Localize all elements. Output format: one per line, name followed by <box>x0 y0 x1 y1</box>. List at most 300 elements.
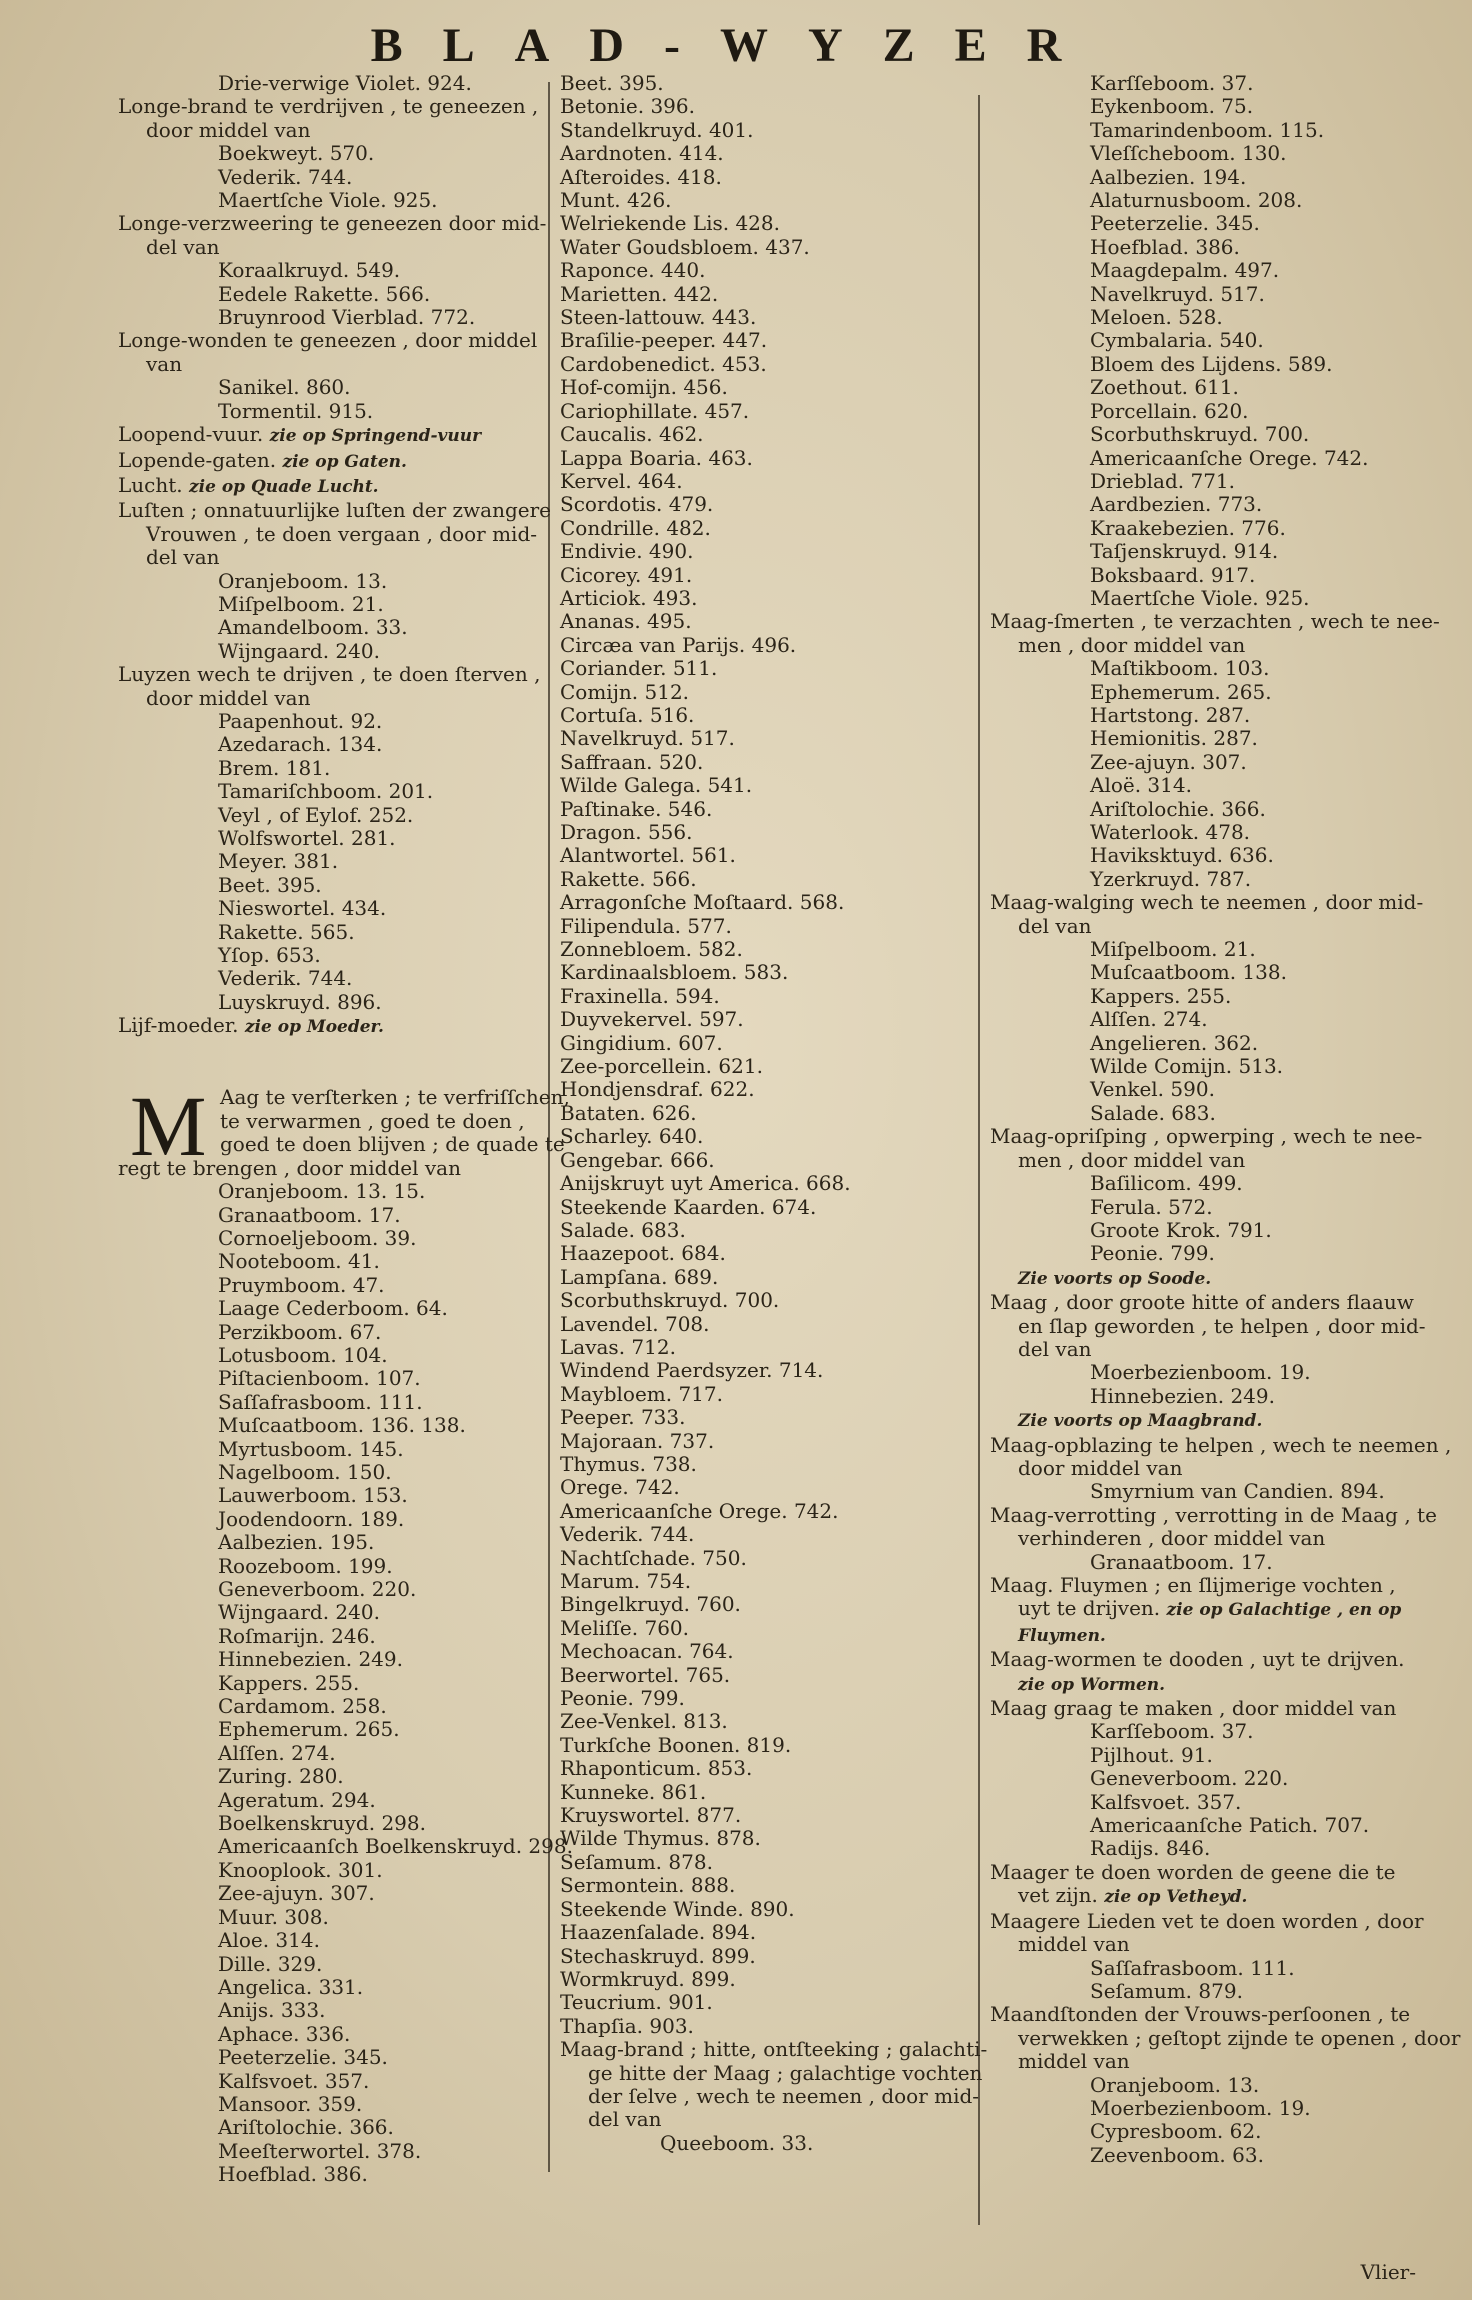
cross-reference: zie op Wormen. <box>1018 1674 1166 1695</box>
index-entry-text: Wijngaard. 240. <box>218 1600 380 1625</box>
index-entry-text: Oranjeboom. 13. <box>218 568 388 593</box>
index-entry-text: Knooplook. 301. <box>218 1857 383 1882</box>
index-entry-text: Zee-porcellein. 621. <box>560 1054 763 1079</box>
index-line <box>560 1851 980 1874</box>
index-entry-text: door middel van <box>1018 1455 1183 1480</box>
index-line <box>118 189 538 212</box>
index-entry-text: Bruynrood Vierblad. 772. <box>218 305 476 330</box>
index-line <box>118 1040 538 1063</box>
index-entry-text: Lotusboom. 104. <box>218 1342 388 1367</box>
index-entry-text: Smyrnium van Candien. 894. <box>1090 1479 1385 1504</box>
index-line <box>118 119 538 142</box>
index-line <box>990 1196 1410 1219</box>
index-line <box>118 142 538 165</box>
index-entry-text: Steen-lattouw. 443. <box>560 305 757 330</box>
index-line <box>118 211 547 236</box>
index-line <box>990 890 1424 915</box>
index-entry-text: Lucht. <box>118 472 183 497</box>
index-entry-text: Peeterzelie. 345. <box>1090 211 1260 236</box>
index-line <box>118 1742 538 1765</box>
index-entry-text: Maagere Lieden vet te doen worden , door <box>990 1908 1424 1933</box>
cross-reference: zie op Galachtige , en op <box>1166 1600 1402 1621</box>
index-line <box>118 1812 538 1835</box>
index-entry-text: Zonnebloem. 582. <box>560 937 743 962</box>
index-entry-text: Americaanſche Orege. 742. <box>560 1498 839 1523</box>
index-entry-text: Taſjenskruyd. 914. <box>1090 539 1279 564</box>
index-entry-text: Tamariſchboom. 201. <box>218 779 434 804</box>
index-entry-text: Maag-verrotting , verrotting in de Maag , te <box>990 1502 1437 1527</box>
index-entry-text: Saſſafrasboom. 111. <box>218 1389 423 1414</box>
index-line <box>560 212 980 235</box>
index-entry-text: Tamarindenboom. 115. <box>1090 117 1325 142</box>
index-entry-text: Zee-ajuyn. 307. <box>1090 749 1247 774</box>
index-entry-text: Mansoor. 359. <box>218 2091 363 2116</box>
index-line <box>118 1531 538 1554</box>
index-entry-text: Rakette. 566. <box>560 866 697 891</box>
index-line <box>560 868 980 891</box>
index-line <box>118 449 538 474</box>
index-line <box>560 166 980 189</box>
index-entry-text: Hinnebezien. 249. <box>1090 1383 1275 1408</box>
index-line <box>560 2132 980 2155</box>
index-entry-text: Ephemerum. 265. <box>218 1717 400 1742</box>
index-line <box>990 1791 1410 1814</box>
index-line <box>990 915 1410 938</box>
index-entry-text: Aardnoten. 414. <box>560 141 724 166</box>
index-entry-text: Baſilicom. 499. <box>1090 1171 1243 1196</box>
index-entry-text: Pijlhout. 91. <box>1090 1742 1213 1767</box>
index-entry-text: vet zijn. <box>1018 1883 1098 1908</box>
index-line <box>118 1601 538 1624</box>
index-entry-text: Turkſche Boonen. 819. <box>560 1732 792 1757</box>
index-entry-text: Navelkruyd. 517. <box>1090 281 1265 306</box>
index-entry-text: Venkel. 590. <box>1090 1077 1215 1102</box>
index-entry-text: Aardbezien. 773. <box>1090 492 1263 517</box>
index-entry-text: Orege. 742. <box>560 1475 680 1500</box>
index-line <box>990 2025 1461 2050</box>
index-line <box>990 961 1410 984</box>
index-line <box>990 1767 1410 1790</box>
index-entry-text: Rakette. 565. <box>218 919 355 944</box>
index-line <box>118 400 538 423</box>
index-entry-text: ge hitte der Maag ; galachtige vochten <box>588 2060 983 2085</box>
index-line <box>990 1527 1410 1550</box>
index-line <box>990 1385 1410 1408</box>
index-entry-text: Kalfsvoet. 357. <box>1090 1789 1242 1814</box>
page-title: BLAD-WYZER <box>370 19 1102 72</box>
index-entry-text: Kappers. 255. <box>218 1670 360 1695</box>
index-entry-text: Cortuſa. 516. <box>560 702 695 727</box>
index-entry-text: Miſpelboom. 21. <box>218 591 384 616</box>
index-entry-text: Ariſtolochie. 366. <box>218 2115 394 2140</box>
index-line <box>990 142 1410 165</box>
index-line <box>118 710 538 733</box>
index-entry-text: Ariſtolochie. 366. <box>1090 796 1266 821</box>
index-line <box>118 1414 538 1437</box>
index-line <box>990 774 1410 797</box>
index-entry-text: Maſtikboom. 103. <box>1090 656 1270 681</box>
index-line <box>990 1908 1424 1933</box>
index-entry-text: Beerwortel. 765. <box>560 1662 731 1687</box>
index-entry-text: Oranjeboom. 13. <box>1090 2072 1260 2097</box>
index-line <box>560 564 980 587</box>
index-entry-text: Piſtacienboom. 107. <box>218 1366 421 1391</box>
index-entry-text: Haazepoot. 684. <box>560 1241 726 1266</box>
index-line <box>118 1625 538 1648</box>
index-line <box>118 1484 538 1507</box>
index-line <box>560 517 980 540</box>
index-line <box>990 1744 1410 1767</box>
index-line <box>560 1406 980 1429</box>
index-line <box>560 353 980 376</box>
index-entry-text: Karſſeboom. 37. <box>1090 1719 1254 1744</box>
index-line <box>118 757 538 780</box>
index-entry-text: Filipendula. 577. <box>560 913 732 938</box>
index-line <box>560 751 980 774</box>
index-entry-text: Maager te doen worden de geene die te <box>990 1859 1396 1884</box>
index-entry-text: Meloen. 528. <box>1090 305 1223 330</box>
index-line <box>560 1196 980 1219</box>
index-entry-text: Seſamum. 878. <box>560 1849 713 1874</box>
index-line <box>118 874 538 897</box>
index-entry-text: Oranjeboom. 13. 15. <box>218 1179 426 1204</box>
index-line <box>118 2140 538 2163</box>
index-entry-text: Nagelboom. 150. <box>218 1459 392 1484</box>
index-entry-text: Thapſia. 903. <box>560 2013 694 2038</box>
index-line <box>118 1274 538 1297</box>
index-line <box>560 844 980 867</box>
index-entry-text: Hof-comijn. 456. <box>560 375 728 400</box>
index-line <box>990 938 1410 961</box>
index-line <box>990 540 1410 563</box>
index-entry-text: Kruyswortel. 877. <box>560 1803 742 1828</box>
index-entry-text: Hemionitis. 287. <box>1090 726 1258 751</box>
index-entry-text: Vederik. 744. <box>560 1522 695 1547</box>
index-entry-text: Salade. 683. <box>1090 1100 1216 1125</box>
index-entry-text: Nieswortel. 434. <box>218 896 387 921</box>
index-entry-text: Joodendoorn. 189. <box>218 1506 405 1531</box>
index-line <box>118 1953 538 1976</box>
index-entry-text: Eykenboom. 75. <box>1090 94 1254 119</box>
index-entry-text: Beet. 395. <box>218 872 322 897</box>
index-entry-text: Geneverboom. 220. <box>218 1577 417 1601</box>
index-entry-text: Meliſſe. 760. <box>560 1615 689 1640</box>
index-line <box>990 1008 1410 1031</box>
index-line <box>560 1383 980 1406</box>
index-line <box>560 119 980 142</box>
index-line <box>990 1574 1410 1597</box>
index-entry-text: Alſſen. 274. <box>1090 1007 1208 1032</box>
index-line <box>990 727 1410 750</box>
index-line <box>990 634 1410 657</box>
index-line <box>118 733 538 756</box>
index-entry-text: Meeſterwortel. 378. <box>218 2138 422 2163</box>
index-line <box>560 727 980 750</box>
index-line <box>990 1361 1410 1384</box>
index-line <box>990 283 1410 306</box>
index-entry-text: Aphace. 336. <box>218 2021 351 2046</box>
index-entry-text: del van <box>588 2107 662 2132</box>
index-line <box>560 189 980 212</box>
index-line <box>990 1408 1410 1433</box>
cross-reference: zie op Quade Lucht. <box>189 476 379 497</box>
index-entry-text: middel van <box>1018 1932 1130 1957</box>
index-entry-text: Maag-opriſping , opwerping , wech te nee- <box>990 1124 1423 1149</box>
index-line <box>560 1336 980 1359</box>
index-entry-text: Luſten ; onnatuurlijke luſten der zwangere <box>118 498 552 523</box>
index-line <box>560 1874 980 1897</box>
index-line <box>990 447 1410 470</box>
index-line <box>118 616 538 639</box>
index-entry-text: Marietten. 442. <box>560 281 719 306</box>
index-line <box>560 493 980 516</box>
index-entry-text: Cypresboom. 62. <box>1090 2119 1262 2144</box>
index-line <box>118 1227 538 1250</box>
index-line <box>990 2003 1410 2026</box>
cross-reference: zie op Vetheyd. <box>1104 1887 1248 1908</box>
index-entry-text: Maag , door groote hitte of anders flaauw <box>990 1290 1414 1315</box>
drop-cap: M <box>130 1078 207 1175</box>
index-entry-text: van <box>146 351 183 376</box>
index-line <box>118 259 538 282</box>
index-entry-text: Zeevenboom. 63. <box>1090 2142 1264 2167</box>
index-line <box>118 687 538 710</box>
index-entry-text: Teucrium. 901. <box>560 1990 713 2015</box>
index-entry-text: Lijf-moeder. <box>118 1013 239 1038</box>
index-line <box>990 1149 1410 1172</box>
index-line <box>560 2108 980 2131</box>
index-entry-text: te verwarmen , goed te doen , <box>220 1108 525 1133</box>
index-line <box>990 1957 1410 1980</box>
index-line <box>990 1457 1410 1480</box>
index-entry-text: Kardinaalsbloem. 583. <box>560 960 789 985</box>
index-line <box>990 985 1410 1008</box>
cross-reference: Zie voorts op Soode. <box>1018 1268 1212 1289</box>
index-line <box>990 751 1410 774</box>
index-entry-text: Loopend-vuur. <box>118 422 264 447</box>
index-line <box>560 1921 980 1944</box>
index-entry-text: Arragonſche Moſtaard. 568. <box>560 890 845 915</box>
index-line <box>118 474 538 499</box>
index-line <box>118 570 538 593</box>
index-line <box>560 540 980 563</box>
index-entry-text: Raponce. 440. <box>560 258 706 283</box>
index-entry-text: Azedarach. 134. <box>218 732 383 757</box>
index-entry-text: Wolfswortel. 281. <box>218 826 396 850</box>
index-line <box>560 306 980 329</box>
index-entry-text: Angelica. 331. <box>218 1974 364 1999</box>
index-line <box>118 804 538 827</box>
index-line <box>990 72 1410 95</box>
index-entry-text: door middel van <box>146 685 311 710</box>
index-entry-text: Longe-wonden te geneezen , door middel <box>118 328 538 353</box>
index-line <box>118 2093 538 2116</box>
index-entry-text: goed te doen blijven ; de quade te <box>220 1132 565 1157</box>
index-entry-text: Americaanſche Patich. 707. <box>1090 1813 1370 1838</box>
index-entry-text: Hartstong. 287. <box>1090 702 1251 727</box>
index-entry-text: Thymus. 738. <box>560 1451 697 1476</box>
index-entry-text: Alantwortel. 561. <box>560 843 736 868</box>
index-line <box>560 891 980 914</box>
index-line <box>560 1898 980 1921</box>
index-line <box>118 1672 538 1695</box>
index-line <box>990 517 1410 540</box>
index-line <box>990 212 1410 235</box>
index-line <box>560 1593 980 1616</box>
index-entry-text: Sermontein. 888. <box>560 1873 736 1898</box>
index-entry-text: Hoefblad. 386. <box>1090 234 1240 259</box>
index-entry-text: verhinderen , door middel van <box>1018 1526 1326 1551</box>
index-line <box>118 921 538 944</box>
index-entry-text: Gingidium. 607. <box>560 1030 723 1055</box>
index-line <box>560 1640 980 1663</box>
index-entry-text: Steekende Winde. 890. <box>560 1896 795 1921</box>
index-line <box>560 985 980 1008</box>
index-line <box>560 1102 980 1125</box>
index-entry-text: door middel van <box>146 117 311 142</box>
index-entry-text: Haviksktuyd. 636. <box>1090 843 1274 868</box>
index-line <box>118 662 541 687</box>
index-entry-text: Boekweyt. 570. <box>218 141 375 166</box>
index-entry-text: Wijngaard. 240. <box>218 638 380 663</box>
index-line <box>118 1391 538 1414</box>
index-line <box>560 259 980 282</box>
index-line <box>118 1906 538 1929</box>
index-entry-text: Longe-verzweering te geneezen door mid- <box>118 211 547 236</box>
index-line <box>118 95 538 118</box>
index-entry-text: Angelieren. 362. <box>1090 1030 1259 1055</box>
index-entry-text: Scordotis. 479. <box>560 492 714 517</box>
index-line <box>118 1789 538 1812</box>
index-entry-text: Maandſtonden der Vrouws-perſoonen , te <box>990 2002 1411 2027</box>
index-line <box>118 1204 538 1227</box>
index-entry-text: Peonie. 799. <box>560 1686 685 1711</box>
index-line <box>560 938 980 961</box>
index-entry-text: men , door middel van <box>1018 1147 1246 1172</box>
index-line <box>990 189 1410 212</box>
index-entry-text: Cymbalaria. 540. <box>1090 328 1264 353</box>
index-entry-text: Ferula. 572. <box>1090 1194 1213 1219</box>
index-entry-text: Windend Paerdsyzer. 714. <box>560 1358 824 1383</box>
index-line <box>990 1432 1452 1457</box>
index-line <box>560 798 980 821</box>
index-line <box>560 1032 980 1055</box>
index-entry-text: Maybloem. 717. <box>560 1381 723 1406</box>
index-entry-text: Luyskruyd. 896. <box>218 989 382 1014</box>
index-line <box>560 1547 980 1570</box>
index-entry-text: Comijn. 512. <box>560 679 690 704</box>
index-entry-text: Cardobenedict. 453. <box>560 351 767 376</box>
index-line <box>118 1718 538 1741</box>
index-line <box>560 1991 980 2014</box>
index-entry-text: Kappers. 255. <box>1090 983 1232 1008</box>
index-line <box>118 1438 538 1461</box>
index-entry-text: Perzikboom. 67. <box>218 1319 382 1344</box>
index-entry-text: Zee-ajuyn. 307. <box>218 1881 375 1906</box>
index-line <box>990 236 1410 259</box>
index-line <box>560 236 980 259</box>
index-entry-text: Zuring. 280. <box>218 1764 344 1789</box>
index-line <box>990 1266 1410 1291</box>
index-entry-text: Kunneke. 861. <box>560 1779 707 1804</box>
index-line <box>560 1125 980 1148</box>
cross-reference: zie op Gaten. <box>282 451 407 472</box>
index-entry-text: Amandelboom. 33. <box>218 615 408 640</box>
index-line <box>560 400 980 423</box>
index-entry-text: Water Goudsbloem. 437. <box>560 234 810 259</box>
index-entry-text: Haazenſalade. 894. <box>560 1920 757 1945</box>
index-line <box>560 1453 980 1476</box>
index-line <box>560 447 980 470</box>
index-line <box>990 1290 1414 1315</box>
index-entry-text: Caucalis. 462. <box>560 422 704 447</box>
index-line <box>990 1102 1410 1125</box>
index-line <box>118 329 538 352</box>
index-line <box>990 1313 1426 1338</box>
index-line <box>118 2046 538 2069</box>
index-line <box>118 897 538 920</box>
index-line <box>990 1172 1410 1195</box>
index-entry-text: Kraakebezien. 776. <box>1090 515 1286 540</box>
index-entry-text: Majoraan. 737. <box>560 1428 715 1453</box>
index-line <box>990 1933 1410 1956</box>
index-line <box>990 1861 1410 1884</box>
index-entry-text: Dragon. 556. <box>560 820 693 844</box>
index-line <box>118 2070 538 2093</box>
index-entry-text: Maag-ſmerten , te verzachten , wech te nee- <box>990 609 1440 634</box>
index-entry-text: Duyvekervel. 597. <box>560 1007 744 1032</box>
index-line <box>990 353 1410 376</box>
index-line <box>990 1648 1410 1671</box>
index-entry-text: Miſpelboom. 21. <box>1090 937 1256 962</box>
index-line <box>560 1078 980 1101</box>
index-entry-text: Braſilie-peeper. 447. <box>560 328 768 353</box>
index-entry-text: Myrtusboom. 145. <box>218 1436 404 1461</box>
index-line <box>990 1032 1410 1055</box>
index-line <box>990 2074 1410 2097</box>
index-line <box>118 523 538 546</box>
index-entry-text: Boksbaard. 917. <box>1090 562 1256 587</box>
index-entry-text: uyt te drijven. <box>1018 1596 1161 1621</box>
index-line <box>990 1219 1410 1242</box>
index-line <box>118 166 538 189</box>
index-line <box>560 1219 980 1242</box>
index-line <box>118 1344 538 1367</box>
index-entry-text: Tormentil. 915. <box>218 398 374 423</box>
index-line <box>990 1720 1410 1743</box>
index-line <box>118 1508 538 1531</box>
index-line <box>990 1551 1410 1574</box>
index-entry-text: Seſamum. 879. <box>1090 1978 1243 2003</box>
index-line <box>118 780 538 803</box>
index-line <box>560 1523 980 1546</box>
index-line <box>560 1757 980 1780</box>
index-entry-text: Wilde Comijn. 513. <box>1090 1054 1284 1079</box>
index-entry-text: Zoethout. 611. <box>1090 375 1239 400</box>
index-line <box>990 2050 1410 2073</box>
index-entry-text: Lauwerboom. 153. <box>218 1483 408 1508</box>
index-line <box>990 1814 1410 1837</box>
index-entry-text: Americaanſche Orege. 742. <box>1090 445 1369 470</box>
index-entry-text: Laage Cederboom. 64. <box>218 1296 448 1321</box>
index-line <box>118 1882 538 1905</box>
index-entry-text: Rhaponticum. 853. <box>560 1756 753 1781</box>
index-entry-text: Longe-brand te verdrijven , te geneezen , <box>118 94 539 119</box>
index-entry-text: Maag-wormen te dooden , uyt te drijven. <box>990 1647 1405 1672</box>
index-entry-text: regt te brengen , door middel van <box>118 1155 461 1180</box>
index-line <box>118 991 538 1014</box>
index-line <box>990 798 1410 821</box>
